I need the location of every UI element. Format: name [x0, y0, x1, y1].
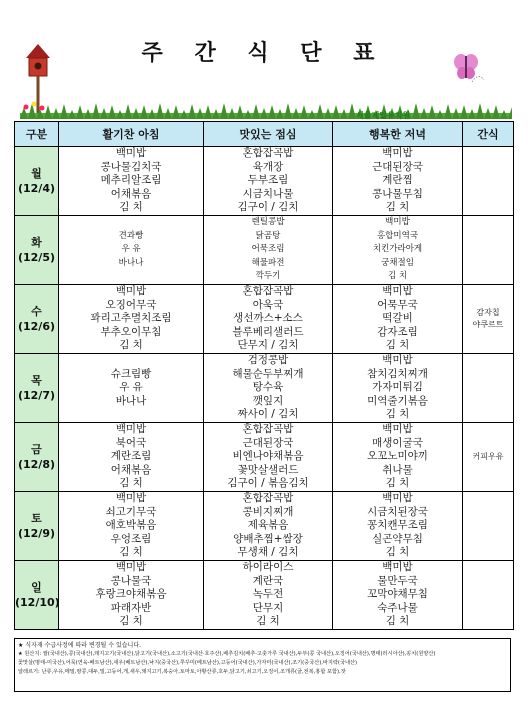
snack-cell — [463, 423, 514, 492]
day-cell — [15, 285, 59, 354]
day-cell — [15, 492, 59, 561]
day-row-wed — [15, 285, 514, 354]
menu-item: 제육볶음 — [247, 519, 289, 532]
menu-item: 쇠고기무국 — [105, 505, 157, 518]
header-breakfast: 활기찬 아침 — [59, 122, 204, 147]
menu-item: 해물파전 — [251, 257, 285, 268]
menu-item: 백미밥 — [382, 354, 413, 367]
menu-item: 혼합잡곡밥 — [242, 492, 294, 505]
menu-item: 백미밥 — [382, 561, 413, 573]
lunch-cell — [204, 423, 333, 492]
menu-item: 바나나 — [118, 257, 144, 268]
menu-item: 단무지 — [252, 601, 284, 614]
menu-item: 김 치 — [119, 546, 143, 559]
menu-item: 검정콩밥 — [247, 354, 289, 367]
menu-item: 홍합미역국 — [376, 230, 419, 241]
snack-cell — [463, 561, 514, 630]
menu-item: 렌틸콩밥 — [251, 217, 285, 228]
snack-item: 야쿠르트 — [472, 320, 504, 329]
menu-item: 꼬막야채무침 — [367, 588, 428, 601]
menu-item: 콩나물김치국 — [100, 160, 162, 173]
day-row-tue — [15, 216, 514, 285]
snack-item: 커피우유 — [472, 452, 504, 461]
menu-item: 백미밥 — [382, 285, 413, 298]
notes-box — [14, 638, 511, 692]
day-date: (12/6) — [17, 320, 56, 333]
dinner-cell — [333, 423, 463, 492]
snack-cell — [463, 147, 514, 216]
menu-item — [59, 408, 203, 422]
day-name: 월 — [31, 167, 42, 180]
menu-item: 백미밥 — [115, 423, 147, 436]
menu-item: 물만두국 — [377, 574, 418, 587]
menu-item: 부추오이무침 — [100, 325, 162, 338]
butterfly-icon — [452, 52, 486, 86]
header-category: 구분 — [15, 122, 59, 147]
menu-item: 김 치 — [119, 201, 143, 214]
menu-item: 깍두기 — [255, 271, 281, 282]
menu-item: 해물순두부찌개 — [232, 367, 304, 380]
day-cell — [15, 147, 59, 216]
breakfast-cell — [59, 285, 204, 354]
menu-item: 블루베리샐러드 — [232, 325, 304, 338]
menu-item: 꽃맛살샐러드 — [237, 463, 299, 476]
menu-item: 비엔나야채볶음 — [232, 450, 304, 463]
menu-item: 녹두전 — [252, 588, 284, 601]
menu-item: 김 치 — [385, 201, 410, 214]
dinner-cell — [333, 216, 463, 285]
menu-item: 혼합잡곡밥 — [242, 285, 294, 298]
day-date: (12/5) — [17, 251, 56, 264]
menu-item: 취나물 — [382, 463, 413, 476]
menu-item: 김구이 / 김치 — [237, 201, 299, 214]
menu-item: 매생이굴국 — [372, 436, 423, 449]
menu-item: 근대된장국 — [372, 160, 423, 173]
menu-item: 무생채 / 김치 — [237, 546, 299, 559]
menu-item: 숙주나물 — [377, 601, 418, 614]
menu-item: 아욱국 — [252, 298, 284, 311]
menu-item: 우 유 — [121, 244, 141, 255]
menu-item — [59, 270, 203, 284]
menu-item: 떡갈비 — [382, 312, 413, 325]
dinner-cell — [333, 285, 463, 354]
snack-cell — [463, 354, 514, 423]
menu-item: 생선까스+소스 — [233, 312, 303, 325]
menu-item: 계란찜 — [382, 174, 413, 187]
menu-item: 깻잎지 — [252, 394, 284, 407]
menu-item: 백미밥 — [115, 285, 147, 298]
day-row-thu — [15, 354, 514, 423]
menu-item: 김 치 — [385, 339, 410, 352]
day-name: 화 — [31, 236, 42, 249]
menu-table — [14, 121, 514, 630]
menu-item: 백미밥 — [382, 423, 413, 436]
menu-item: 양배추찜+쌈장 — [233, 532, 303, 545]
breakfast-cell — [59, 561, 204, 630]
breakfast-cell — [59, 492, 204, 561]
day-row-fri — [15, 423, 514, 492]
menu-item: 단무지 / 김치 — [237, 339, 299, 352]
day-name: 금 — [31, 443, 42, 456]
menu-item: 바나나 — [115, 394, 147, 407]
menu-item: 꽈리고추멸치조림 — [90, 312, 172, 325]
snack-cell — [463, 492, 514, 561]
menu-item: 김 치 — [385, 546, 410, 559]
page-title: 주 간 식 단 표 — [141, 41, 387, 66]
menu-item: 어묵조림 — [251, 244, 285, 255]
menu-item: 백미밥 — [382, 147, 413, 160]
menu-item: 김구이 / 볶음김치 — [227, 477, 309, 490]
menu-item: 근대된장국 — [242, 436, 294, 449]
day-row-sun — [15, 561, 514, 630]
menu-item: 견과빵 — [118, 230, 144, 241]
menu-item: 참치김치찌개 — [367, 367, 428, 380]
day-cell — [15, 561, 59, 630]
menu-item: 하이라이스 — [242, 561, 294, 573]
day-name: 토 — [31, 512, 42, 525]
menu-item: 두부조림 — [247, 174, 289, 187]
day-cell — [15, 354, 59, 423]
lunch-cell — [204, 285, 333, 354]
breakfast-cell — [59, 147, 204, 216]
day-date: (12/9) — [17, 527, 56, 540]
note-line: ★ 원산지: 쌀(국내산),콩(국내산),돼지고기(국내산),닭고기(국내산),소고기(국내산·호주산),배추김치(배추·고춧가루 국내산),두부(콩 국내산),오징어(국내산),명태(러시아산),꽁치(원양산) — [18, 651, 436, 657]
day-date: (12/7) — [17, 389, 56, 402]
header-dinner: 행복한 저녁 — [333, 122, 463, 147]
menu-item: 콩나물국 — [110, 574, 152, 587]
menu-item: 시금치된장국 — [367, 505, 428, 518]
day-name: 일 — [31, 580, 42, 594]
menu-item: 어묵무국 — [377, 298, 418, 311]
menu-item: 짜사이 / 김치 — [237, 408, 299, 421]
menu-item: 꽁치캔무조림 — [367, 519, 428, 532]
menu-item: 우엉조림 — [110, 532, 152, 545]
menu-item: 오꼬노미야끼 — [367, 450, 428, 463]
dinner-cell — [333, 561, 463, 630]
menu-item: 치킨가라아게 — [372, 244, 423, 255]
dinner-cell — [333, 354, 463, 423]
day-cell — [15, 216, 59, 285]
menu-item: 김 치 — [385, 408, 410, 421]
menu-item: 혼합잡곡밥 — [242, 147, 294, 160]
menu-item: 콩비지찌개 — [242, 505, 294, 518]
menu-item: 백미밥 — [382, 492, 413, 505]
school-name: 서울제일유치원 — [356, 111, 411, 120]
menu-item: 후랑크야채볶음 — [95, 588, 167, 601]
menu-item: 백미밥 — [385, 217, 410, 228]
snack-cell — [463, 216, 514, 285]
menu-item: 가자미튀김 — [372, 381, 423, 394]
menu-item: 북어국 — [115, 436, 147, 449]
menu-item: 김 치 — [385, 615, 410, 628]
menu-item: 궁채절임 — [381, 257, 414, 268]
menu-item: 메추리알조림 — [100, 174, 162, 187]
header-lunch: 맛있는 점심 — [204, 122, 333, 147]
day-name: 목 — [31, 374, 42, 387]
note-line: ★ 식자재 수급사정에 따라 변경될 수 있습니다. — [18, 642, 142, 649]
menu-item: 혼합잡곡밥 — [242, 423, 294, 436]
menu-item: 김 치 — [387, 271, 408, 282]
day-name: 수 — [31, 305, 42, 318]
menu-item: 시금치나물 — [242, 187, 294, 200]
day-date: (12/4) — [17, 182, 56, 195]
menu-item: 슈크림빵 — [110, 367, 152, 380]
day-date: (12/10) — [15, 595, 60, 609]
menu-item: 김 치 — [119, 477, 143, 490]
menu-item: 콩나물무침 — [372, 187, 423, 200]
menu-item: 파래자반 — [110, 601, 152, 614]
lunch-cell — [204, 561, 333, 630]
menu-item: 탕수육 — [252, 381, 284, 394]
menu-item: 김 치 — [385, 477, 410, 490]
grass-decoration — [20, 99, 512, 119]
day-date: (12/8) — [17, 458, 56, 471]
day-row-sat — [15, 492, 514, 561]
breakfast-cell — [59, 423, 204, 492]
dinner-cell — [333, 147, 463, 216]
note-line: 꽃맛살(명태-미국산),어묵(연육-베트남산),새우(베트남산),낙지(중국산),쭈꾸미(베트남산),고등어(국내산),가자미(국내산),조기(중국산),바지락(국내산) — [18, 660, 357, 666]
menu-item: 김 치 — [256, 615, 280, 628]
day-row-mon — [15, 147, 514, 216]
dinner-cell — [333, 492, 463, 561]
menu-item: 애호박볶음 — [105, 519, 157, 532]
menu-item: 실곤약무침 — [372, 532, 423, 545]
menu-item: 닭곰탕 — [255, 230, 281, 241]
menu-item: 우 유 — [119, 381, 143, 394]
menu-item — [59, 354, 203, 368]
header-snack: 간식 — [463, 122, 514, 147]
menu-item: 김 치 — [119, 615, 143, 628]
breakfast-cell — [59, 216, 204, 285]
menu-item: 미역줄기볶음 — [367, 394, 428, 407]
menu-item: 백미밥 — [115, 492, 147, 505]
lunch-cell — [204, 216, 333, 285]
menu-item: 김 치 — [119, 339, 143, 352]
menu-item: 어채볶음 — [110, 187, 152, 200]
menu-item: 백미밥 — [115, 561, 147, 573]
note-line: 알레르기: 난류,우유,메밀,땅콩,대두,밀,고등어,게,새우,돼지고기,복숭아,토마토,아황산류,호두,닭고기,쇠고기,오징어,조개류(굴,전복,홍합 포함),잣 — [18, 669, 346, 675]
menu-item: 육개장 — [252, 160, 284, 173]
breakfast-cell — [59, 354, 204, 423]
menu-item: 어채볶음 — [110, 463, 152, 476]
menu-item — [59, 216, 203, 230]
menu-item: 감자조림 — [377, 325, 418, 338]
snack-cell — [463, 285, 514, 354]
day-cell — [15, 423, 59, 492]
menu-item: 백미밥 — [115, 147, 147, 160]
lunch-cell — [204, 147, 333, 216]
snack-item: 감자칩 — [476, 308, 500, 317]
menu-item: 오징어무국 — [105, 298, 157, 311]
menu-item: 계란조림 — [110, 450, 152, 463]
lunch-cell — [204, 492, 333, 561]
menu-item: 계란국 — [252, 574, 284, 587]
lunch-cell — [204, 354, 333, 423]
